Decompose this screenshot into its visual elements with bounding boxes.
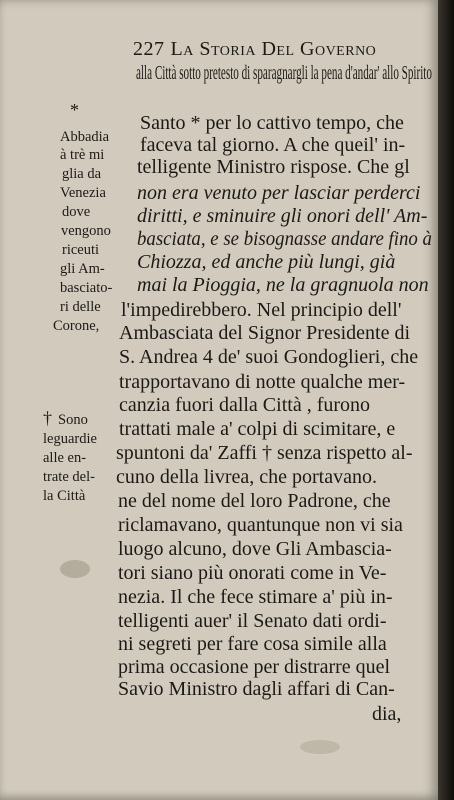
body-line: tori siano più onorati come in Ve- [118, 562, 387, 584]
page-header [133, 38, 433, 61]
body-line: diritti, e sminuire gli onori dell' Am- [137, 205, 428, 227]
margin-note-line: Venezia [60, 185, 106, 201]
body-line: trapportavano di notte qualche mer- [119, 371, 406, 393]
book-gutter-edge [438, 0, 454, 800]
margin-note-line: basciato- [60, 280, 113, 296]
margin-note-line: trate del- [43, 469, 95, 485]
body-line: non era venuto per lasciar perderci [137, 182, 421, 204]
margin-note-line: alle en- [43, 450, 87, 466]
page-number: 227 [133, 38, 165, 60]
body-line: ne del nome del loro Padrone, che [118, 490, 391, 512]
body-line: faceva tal giorno. A che queil' in- [140, 134, 406, 156]
body-line: Savio Ministro dagli affari di Can- [118, 678, 395, 700]
body-line: basciata, e se bisognasse andare fino à [137, 228, 432, 250]
body-line: trattati male a' colpi di scimitare, e [119, 418, 396, 440]
dagger-footnote-mark: † [43, 408, 52, 428]
margin-note-line: la Città [43, 488, 86, 504]
asterisk-footnote-mark: * [70, 100, 79, 120]
body-line: dia, [372, 703, 402, 725]
body-line: mai la Pioggia, ne la gragnuola non [137, 274, 429, 296]
margin-note-line: Sono [58, 412, 88, 428]
body-line: cuno della livrea, che portavano. [116, 466, 377, 488]
paper-stain [300, 740, 340, 754]
body-line: l'impedirebbero. Nel principio dell' [121, 299, 402, 321]
body-line: nezia. Il che fece stimare a' più in- [118, 586, 393, 608]
body-line: luogo alcuno, dove Gli Ambascia- [118, 538, 392, 560]
margin-note-line: riceuti [62, 242, 100, 258]
body-line: ni segreti per fare cosa simile alla [118, 633, 387, 655]
body-line: telligenti auer' il Senato dati ordi- [118, 610, 387, 632]
body-line: canzia fuori dalla Città , furono [119, 394, 371, 416]
margin-note-line: vengono [61, 223, 111, 239]
margin-note-line: leguardie [43, 431, 97, 447]
margin-note-line: gli Am- [60, 261, 105, 277]
body-line: spuntoni da' Zaffi † senza rispetto al- [116, 442, 413, 464]
body-line: Chiozza, ed anche più lungi, già [137, 251, 396, 273]
paper-stain [60, 560, 90, 578]
running-title: La Storia Del Governo [170, 38, 377, 60]
body-line: alla Città sotto pretesto di sparagnargli la pena d'andar' allo Spirito [136, 62, 432, 84]
body-line: S. Andrea 4 de' suoi Gondoglieri, che [119, 346, 419, 368]
margin-note-line: Corone, [53, 318, 100, 334]
body-line: riclamavano, quantunque non vi sia [118, 514, 403, 536]
margin-note-line: glia da [62, 166, 102, 182]
margin-note-line: dove [62, 204, 91, 220]
margin-note-line: Abbadia [60, 129, 110, 145]
body-line: telligente Ministro rispose. Che gl [137, 156, 410, 178]
margin-note-line: ri delle [60, 299, 101, 315]
body-line: Santo * per lo cattivo tempo, che [140, 112, 404, 134]
body-line: prima occasione per distrarre quel [118, 656, 391, 678]
body-line: Ambasciata del Signor Presidente di [119, 322, 411, 344]
margin-note-line: à trè mi [60, 147, 105, 163]
